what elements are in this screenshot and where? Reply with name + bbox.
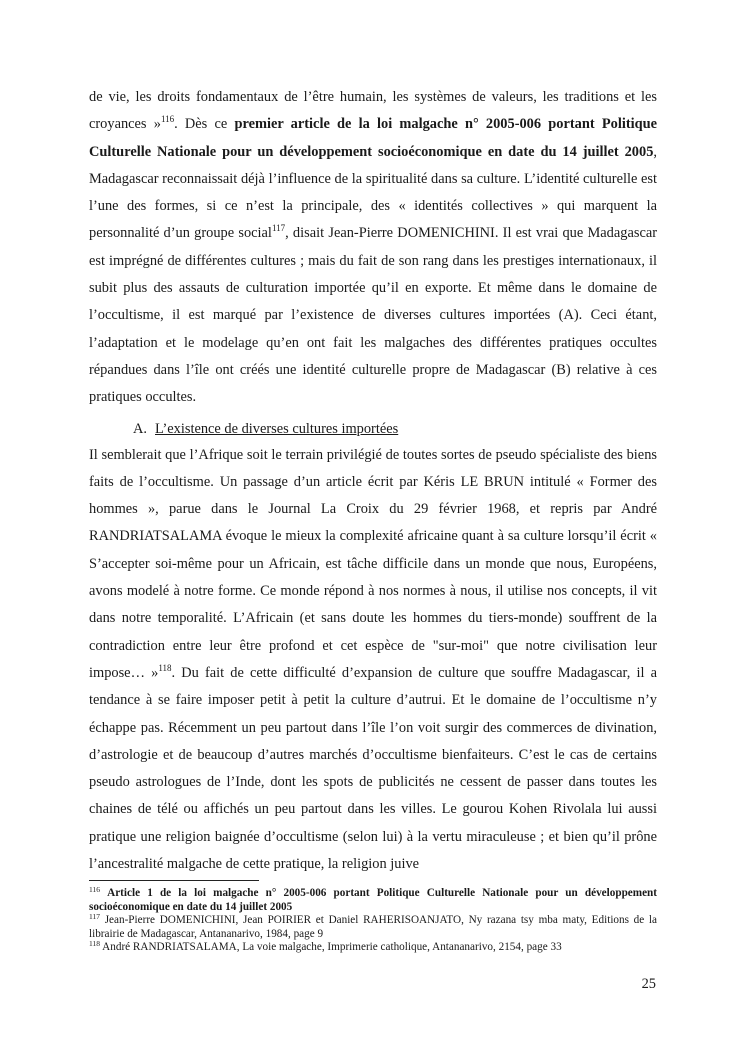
footnote-text: Jean-Pierre DOMENICHINI, Jean POIRIER et Daniel RAHERISOANJATO, Ny razana tsy mba maty, Editions de la librairie de Madagascar, Antananarivo, 1984, page 9 [89, 914, 657, 940]
footnote-116 [89, 887, 657, 914]
paragraph-text: . Dès ce [174, 116, 235, 133]
paragraph-intro [89, 84, 657, 412]
page-number: 25 [641, 976, 656, 992]
paragraph-africa [89, 442, 657, 879]
section-heading [133, 416, 657, 442]
footnote-ref-116[interactable]: 116 [160, 114, 175, 125]
paragraph-text: , Madagascar reconnaissait déjà l’influence de la spiritualité dans sa culture. L’identité culturelle est l’une des formes, si ce n’est la principale, des « identités collectives » qui marquent la personnalité d’un groupe social [89, 143, 657, 242]
section-title: L’existence de diverses cultures importées [155, 420, 399, 437]
footnote-118 [89, 941, 657, 955]
footnote-ref-117[interactable]: 117 [271, 223, 286, 234]
paragraph-text: de vie, les droits fondamentaux de l’être humain, les systèmes de valeurs, les traditions et les croyances » [89, 89, 657, 133]
footnote-text: André RANDRIATSALAMA, La voie malgache, Imprimerie catholique, Antananarivo, 2154, page 33 [102, 941, 562, 954]
law-title-bold: premier article de la loi malgache n° 2005-006 portant Politique Culturelle Nationale pour un développement socioéconomique en date du 14 juillet 2005 [89, 116, 658, 160]
footnote-number: 117 [89, 912, 100, 922]
paragraph-text: , disait Jean-Pierre DOMENICHINI. Il est vrai que Madagascar est imprégné de différentes cultures ; mais du fait de son rang dans les prestiges internationaux, il subit plus des assauts de culturation importée qu’il en exporte. Et même dans le domaine de l’occultisme, il est marqué par l’existence de diverses cultures importées (A). Ceci étant, l’adaptation et le modelage qu’en ont fait les malgaches des différentes pratiques occultes répandues dans l’île ont créés une identité culturelle propre de Madagascar (B) relative à ces pratiques occultes. [89, 225, 658, 406]
footnote-number: 116 [89, 885, 100, 894]
footnote-117 [89, 914, 657, 941]
footnote-separator [89, 880, 259, 881]
footnotes [89, 887, 657, 955]
paragraph-text: Il semblerait que l’Afrique soit le terrain privilégié de toutes sortes de pseudo spécialiste des biens faits de l’occultisme. Un passage d’un article écrit par Kéris LE BRUN intitulé « Former des hommes », parue dans le Journal La Croix du 29 février 1968, et repris par André RANDRIATSALAMA évoque le mieux la complexité africaine quant à sa culture lorsqu’il écrit « S’accepter soi-même pour un Africain, est tâche difficile dans un monde que nous, Européens, avons modelé à notre forme. Ce monde répond à nos normes à nous, il utilise nos concepts, il vit dans notre temporalité. L’Africain (et sans doute les hommes du tiers-monde) souffrent de la contradiction entre leur être profond et cet espèce de "sur-moi" que notre civilisation leur impose… » [89, 446, 657, 681]
footnote-ref-118[interactable]: 118 [158, 662, 172, 673]
body-text [89, 84, 657, 878]
footnote-text: Article 1 de la loi malgache n° 2005-006 portant Politique Culturelle Nationale pour un développement socioéconomique en date du 14 juillet 2005 [89, 887, 657, 913]
footnote-number: 118 [89, 939, 100, 949]
section-number: A. [133, 420, 147, 437]
paragraph-text: . Du fait de cette difficulté d’expansion de culture que souffre Madagascar, il a tendance à se faire imposer petit à petit la culture d’autrui. Et le domaine de l’occultisme n’y échappe pas. Récemment un peu partout dans l’île l’on voit surgir des commerces de divination, d’astrologie et de beaucoup d’autres marchés d’occultisme bienfaiteurs. C’est le cas de certains pseudo astrologues de l’Inde, dont les spots de publicités ne cessent de passer dans toutes les chaines de télé ou affichés un peu partout dans les villes. Le gourou Kohen Rivolala lui aussi pratique une religion baignée d’occultisme (selon lui) à la vertu miraculeuse ; et bien qu’il prône l’ancestralité malgache de cette pratique, la religion juive [89, 664, 657, 873]
